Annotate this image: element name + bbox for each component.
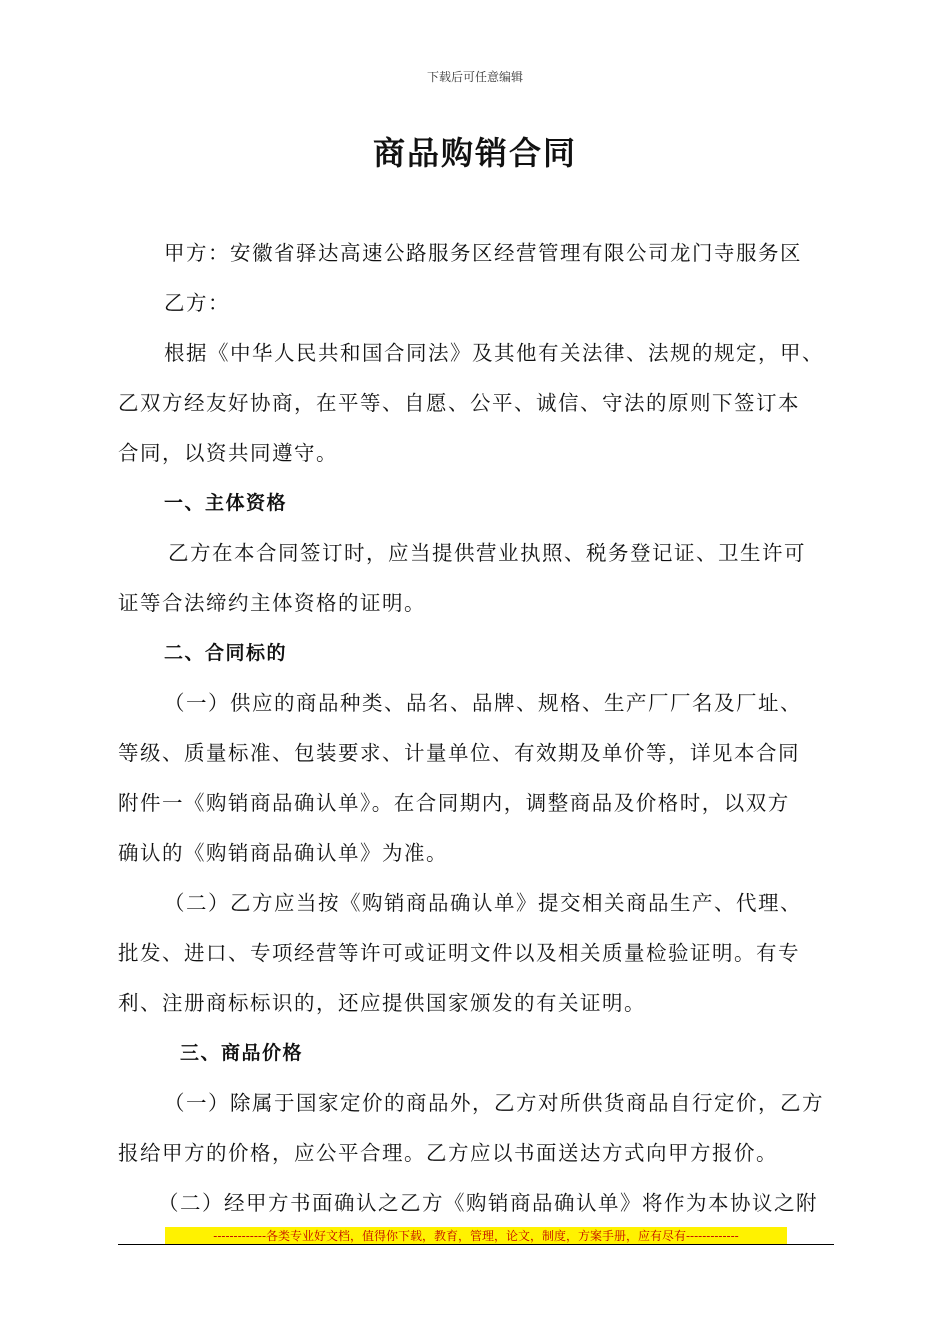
footer-rule (118, 1244, 834, 1245)
body-line: 合同，以资共同遵守。 (118, 441, 338, 465)
body-line: 报给甲方的价格，应公平合理。乙方应以书面送达方式向甲方报价。 (118, 1141, 778, 1165)
body-line: 乙方： (164, 291, 230, 315)
body-line: 等级、质量标准、包装要求、计量单位、有效期及单价等，详见本合同 (118, 741, 800, 765)
footer-banner: -------------各类专业好文档，值得你下载，教育，管理，论文，制度，方案手册，应有尽有------------- (165, 1227, 787, 1245)
body-line: 根据《中华人民共和国合同法》及其他有关法律、法规的规定，甲、 (164, 341, 824, 365)
body-line: 乙双方经友好协商，在平等、自愿、公平、诚信、守法的原则下签订本 (118, 391, 800, 415)
body-line: 确认的《购销商品确认单》为准。 (118, 841, 448, 865)
body-line: 附件一《购销商品确认单》。在合同期内，调整商品及价格时，以双方 (118, 791, 790, 815)
body-line: 批发、进口、专项经营等许可或证明文件以及相关质量检验证明。有专 (118, 941, 800, 965)
section-heading: 二、合同标的 (164, 642, 288, 664)
body-line: （一）供应的商品种类、品名、品牌、规格、生产厂厂名及厂址、 (164, 691, 802, 715)
body-line: （二）经甲方书面确认之乙方《购销商品确认单》将作为本协议之附 (158, 1191, 818, 1215)
section-heading: 一、主体资格 (164, 492, 288, 514)
body-line: 利、注册商标标识的，还应提供国家颁发的有关证明。 (118, 991, 646, 1015)
body-line: （一）除属于国家定价的商品外，乙方对所供货商品自行定价，乙方 (164, 1091, 824, 1115)
body-line: 乙方在本合同签订时，应当提供营业执照、税务登记证、卫生许可 (168, 541, 806, 565)
body-line: 甲方：安徽省驿达高速公路服务区经营管理有限公司龙门寺服务区 (164, 241, 802, 265)
body-line: 证等合法缔约主体资格的证明。 (118, 591, 426, 615)
document-title: 商品购销合同 (372, 134, 577, 172)
document-body (118, 228, 834, 1228)
section-heading: 三、商品价格 (180, 1042, 304, 1064)
header-note: 下载后可任意编辑 (426, 70, 523, 84)
body-line: （二）乙方应当按《购销商品确认单》提交相关商品生产、代理、 (164, 891, 802, 915)
